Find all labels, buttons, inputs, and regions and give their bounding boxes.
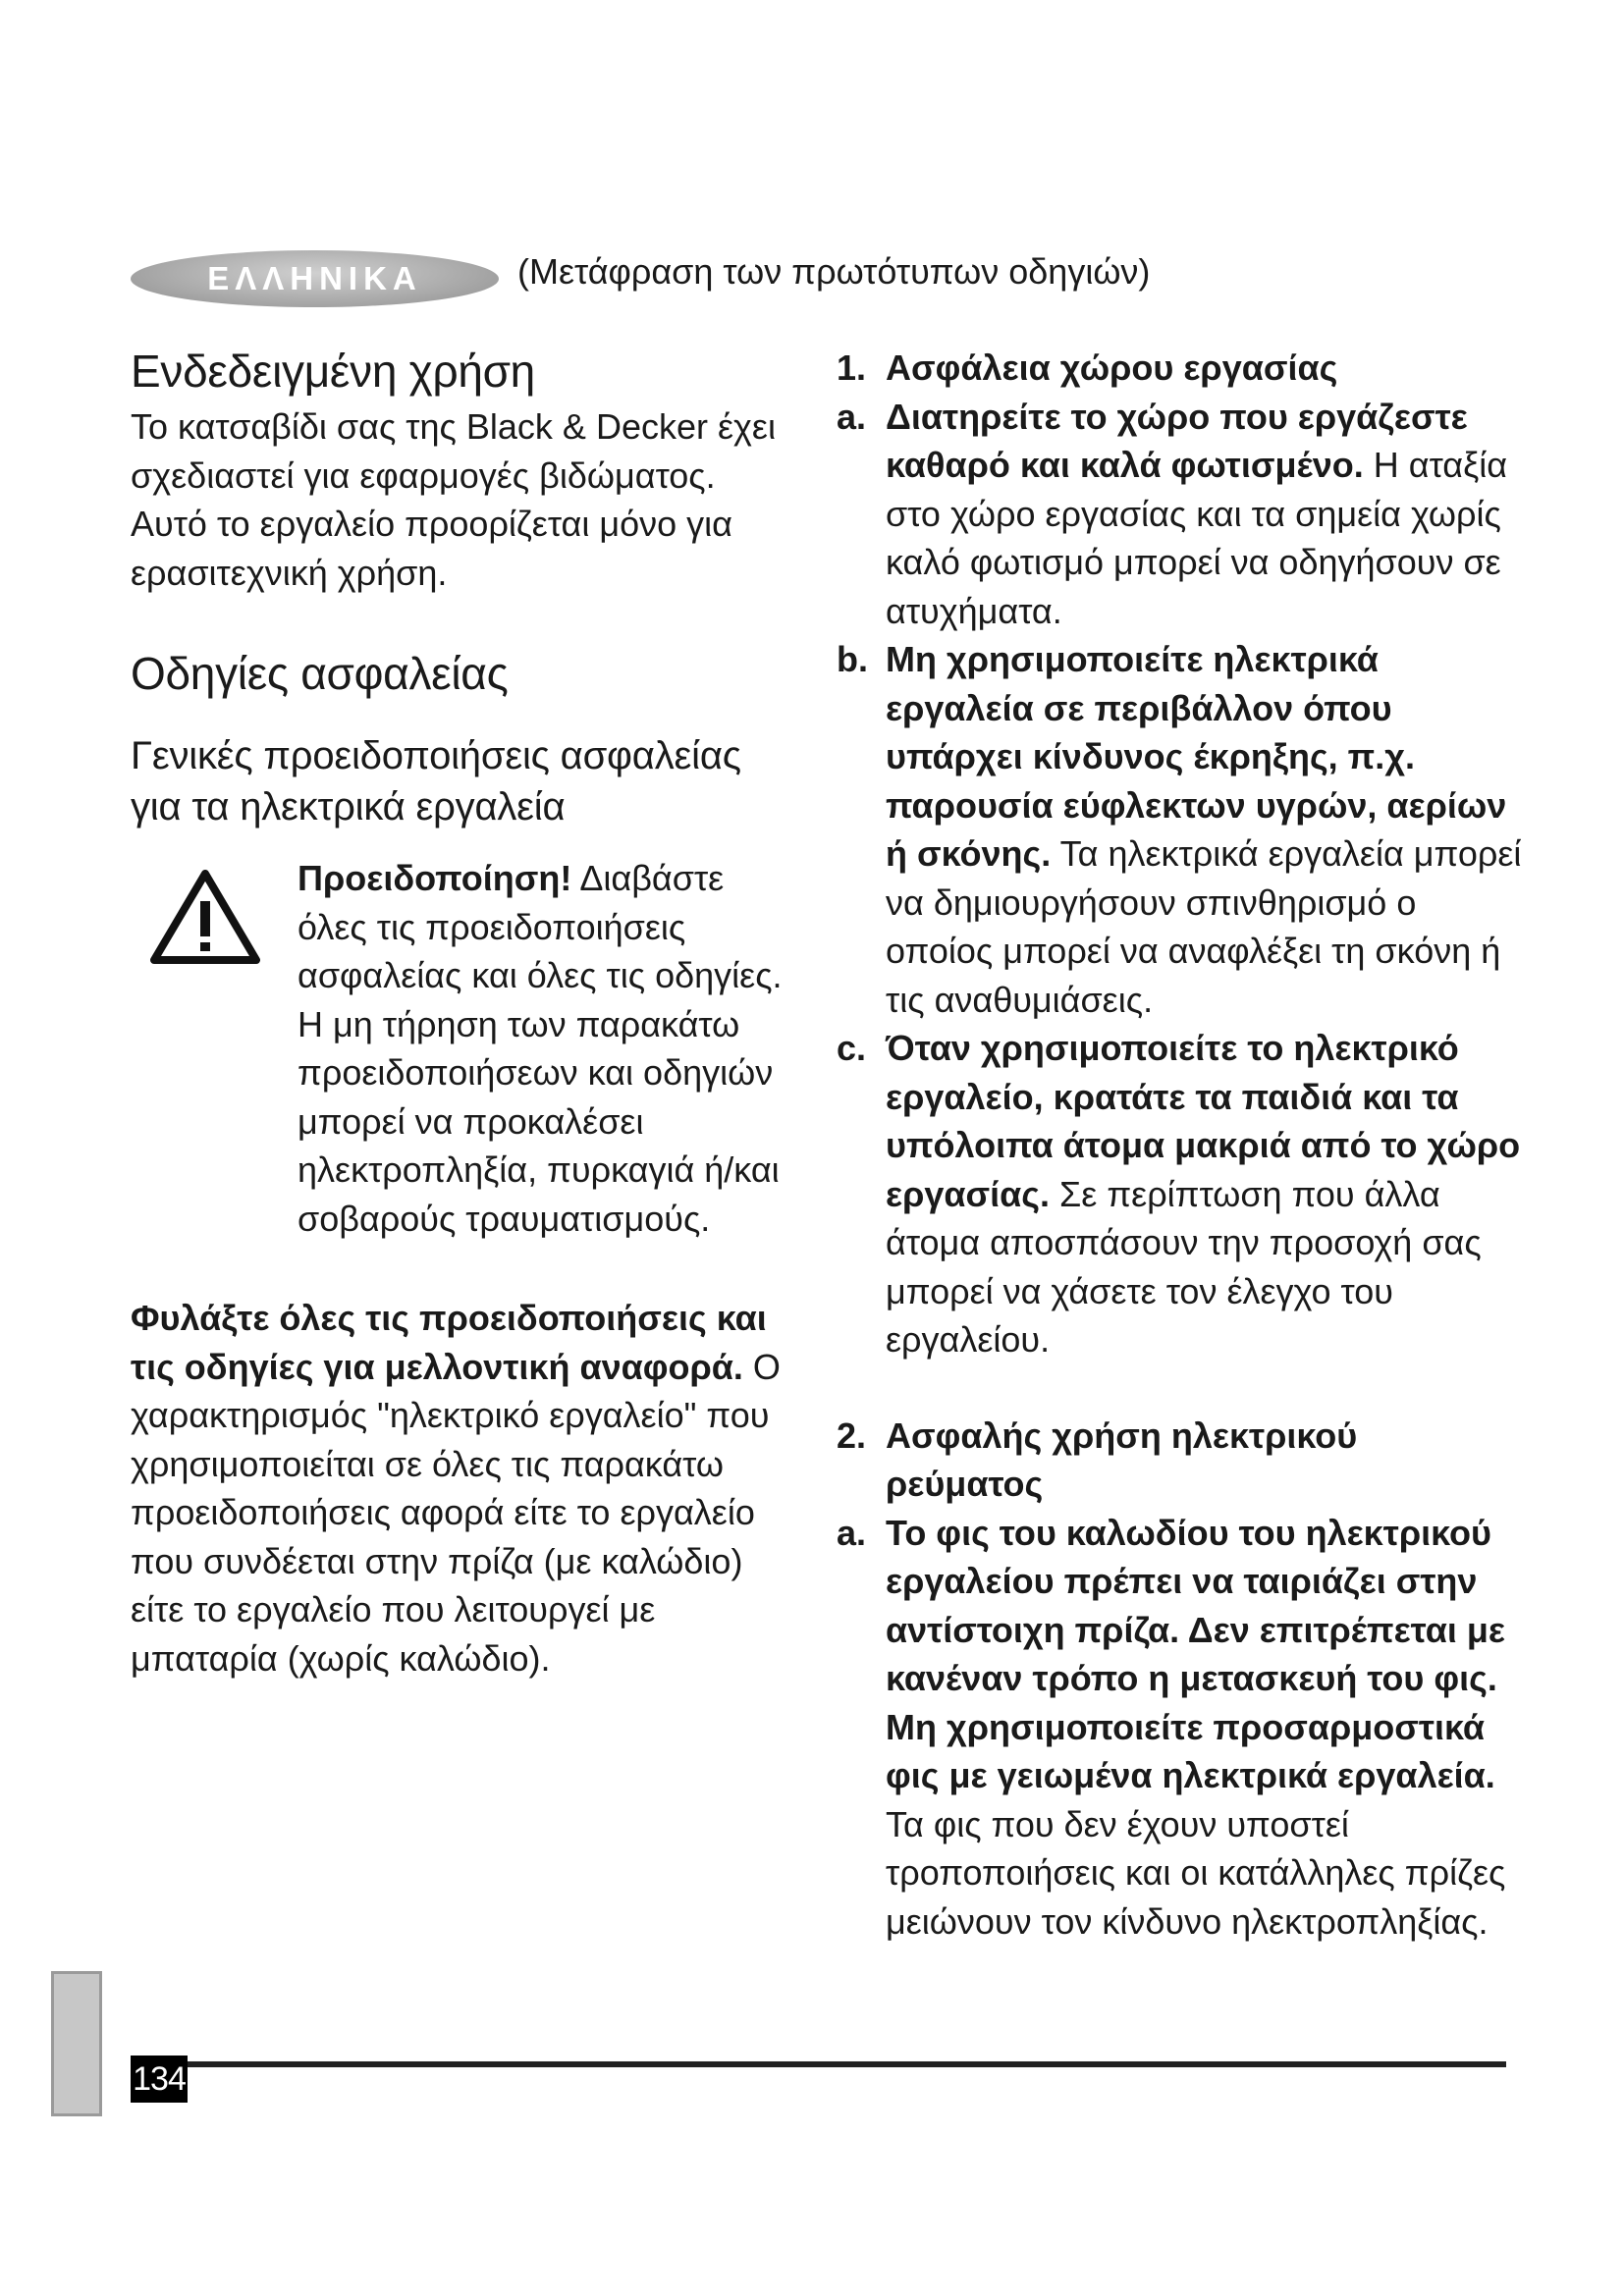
item-text (886, 635, 1524, 1024)
safety-title: Οδηγίες ασφαλείας (131, 648, 509, 699)
intended-use-text: Το κατσαβίδι σας της Black & Decker έχει σχεδιαστεί για εφαρμογές βιδώματος. Αυτό το εργαλείο προορίζεται μόνο για ερασιτεχνική χρήση. (131, 406, 776, 593)
item-bold: Διατηρείτε το χώρο που εργάζεστε καθαρό και καλά φωτισμένο. (886, 396, 1468, 485)
warning-triangle-icon (150, 868, 260, 966)
language-label: ΕΛΛΗΝΙΚΑ (207, 260, 422, 296)
item-bold: Όταν χρησιμοποιείτε το ηλεκτρικό εργαλείο, κρατάτε τα παιδιά και τα υπόλοιπα άτομα μακριά από το χώρο εργασίας. (886, 1028, 1521, 1214)
item-bold: Μη χρησιμοποιείτε ηλεκτρικά εργαλεία σε περιβάλλον όπου υπάρχει κίνδυνος έκρηξης, π.χ. παρουσία εύφλεκτων υγρών, αερίων ή σκόνης. (886, 639, 1507, 874)
section-1-number: 1. (837, 347, 867, 388)
item-label: a. (837, 1512, 867, 1553)
list-item (837, 635, 1524, 1024)
warning-block (131, 854, 793, 1243)
keep-instructions-paragraph (131, 1294, 793, 1682)
item-body: Τα φις που δεν έχουν υποστεί τροποποιήσεις και οι κατάλληλες πρίζες μειώνουν τον κίνδυνο ηλεκτροπληξίας. (886, 1803, 1506, 1942)
warning-paragraph (298, 854, 793, 1243)
item-text (886, 1024, 1524, 1364)
item-text (886, 393, 1524, 636)
section-1-heading (837, 344, 1524, 393)
section-1-title: Ασφάλεια χώρου εργασίας (886, 347, 1338, 388)
right-column (837, 344, 1524, 1946)
footer-rule (188, 2061, 1506, 2067)
warning-label: Προειδοποίηση! (298, 858, 572, 898)
keep-instructions-bold: Φυλάξτε όλες τις προειδοποιήσεις και τις οδηγίες για μελλοντική αναφορά. (131, 1298, 767, 1387)
item-body: Σε περίπτωση που άλλα άτομα αποσπάσουν την προσοχή σας μπορεί να χάσετε τον έλεγχο του εργαλείου. (886, 1173, 1482, 1360)
section-2-number: 2. (837, 1415, 867, 1456)
section-2-title: Ασφαλής χρήση ηλεκτρικού ρεύματος (886, 1415, 1358, 1504)
page-number: 134 (131, 2056, 188, 2103)
item-label: a. (837, 396, 867, 437)
item-label: c. (837, 1028, 867, 1068)
section-2-heading (837, 1412, 1524, 1509)
item-bold: Το φις του καλωδίου του ηλεκτρικού εργαλείου πρέπει να ταιριάζει στην αντίστοιχη πρίζα. Δεν επιτρέπεται με κανέναν τρόπο η μετασκευή του φις. Μη χρησιμοποιείτε προσαρμοστικά φις με γειωμένα ηλεκτρικά εργαλεία. (886, 1512, 1505, 1795)
side-tab-marker (51, 1971, 102, 2116)
warning-text: Διαβάστε όλες τις προειδοποιήσεις ασφαλείας και όλες τις οδηγίες. Η μη τήρηση των παρακάτω προειδοποιήσεων και οδηγιών μπορεί να προκαλέσει ηλεκτροπληξία, πυρκαγιά ή/και σοβαρούς τραυματισμούς. (298, 858, 783, 1239)
translation-note: (Μετάφραση των πρωτότυπων οδηγιών) (517, 251, 1151, 292)
left-column (131, 344, 793, 1682)
item-body: Τα ηλεκτρικά εργαλεία μπορεί να δημιουργήσουν σπινθηρισμό ο οποίος μπορεί να αναφλέξει τη σκόνη ή τις αναθυμιάσεις. (886, 833, 1522, 1020)
language-badge (131, 250, 499, 307)
general-warnings-title: Γενικές προειδοποιήσεις ασφαλείας για τα ηλεκτρικά εργαλεία (131, 734, 741, 828)
item-text (886, 1509, 1524, 1947)
item-label: b. (837, 639, 868, 679)
intended-use-title: Ενδεδειγμένη χρήση (131, 346, 535, 397)
list-item (837, 393, 1524, 636)
keep-instructions-text: Ο χαρακτηρισμός "ηλεκτρικό εργαλείο" που χρησιμοποιείται σε όλες τις παρακάτω προειδοποιήσεις αφορά είτε το εργαλείο που συνδέεται στην πρίζα (με καλώδιο) είτε το εργαλείο που λειτουργεί με μπαταρία (χωρίς καλώδιο). (131, 1346, 781, 1679)
list-item (837, 1024, 1524, 1364)
list-item (837, 1509, 1524, 1947)
item-body: Η αταξία στο χώρο εργασίας και τα σημεία χωρίς καλό φωτισμό μπορεί να οδηγήσουν σε ατυχήματα. (886, 445, 1508, 631)
